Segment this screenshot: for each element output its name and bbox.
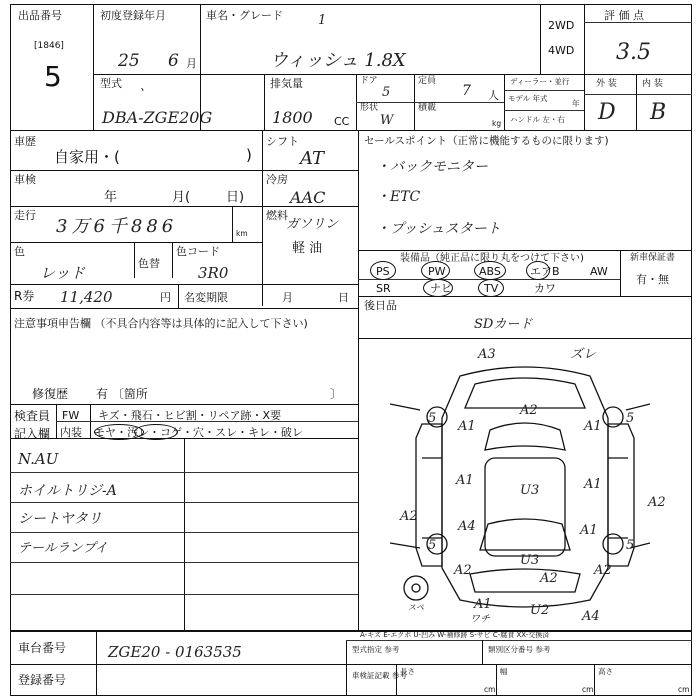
grid-line — [184, 438, 185, 630]
new-warranty-label: 新車保証書 — [630, 253, 676, 263]
damage-mark-a2-side-r: A2 — [648, 495, 666, 510]
damage-mark-u3-trunk: U3 — [520, 553, 540, 568]
rating-label: 評 価 点 — [604, 9, 644, 22]
displacement-label: 排気量 — [270, 77, 303, 90]
equip-airbag: エアB — [530, 265, 560, 278]
divider — [10, 664, 692, 665]
interior-check-label: 内装 — [60, 426, 82, 439]
divider — [396, 664, 397, 696]
circle-mark — [474, 261, 506, 280]
ac-label: 冷房 — [266, 173, 288, 186]
divider — [232, 206, 233, 242]
fuel-value: ガソリン — [286, 217, 339, 232]
circle-mark — [421, 261, 450, 280]
chassis-value: ZGE20 - 0163535 — [108, 643, 242, 661]
equip-navi: ナビ — [430, 282, 452, 295]
divider — [414, 74, 415, 102]
repair-value: 有 〔箇所 — [96, 387, 148, 401]
damage-mark-a2-rear: A2 — [540, 571, 558, 586]
history-value: 自家用・( — [54, 148, 120, 166]
capacity-label: 定員 — [418, 76, 437, 86]
damage-mark-5-rr: 5 — [626, 538, 635, 553]
divider — [346, 640, 692, 641]
divider — [540, 4, 541, 74]
divider — [584, 94, 692, 95]
color-change-label: 色替 — [138, 257, 160, 270]
model-value: DBA-ZGE20G — [102, 108, 213, 127]
first-reg-year: 25 — [118, 51, 140, 71]
divider — [10, 308, 358, 309]
divider — [93, 4, 94, 130]
equip-pw: PW — [428, 265, 446, 278]
name-change-day: 日 — [338, 291, 349, 304]
damage-mark-a1-fender-l: A1 — [458, 419, 476, 434]
color-value: レッド — [40, 264, 85, 282]
divider — [346, 640, 347, 696]
doors-label: ドア — [360, 76, 378, 86]
color-code-value: 3R0 — [198, 264, 229, 282]
new-warranty-value: 有・無 — [636, 273, 669, 286]
load-label: 積載 — [418, 103, 437, 113]
shift-label: シフト — [266, 135, 299, 148]
handle-label: ハンドル 左・右 — [510, 115, 565, 124]
divider — [358, 296, 692, 297]
interior-check-items: モヤ・汚レ・コゲ・穴・スレ・キレ・破レ — [94, 426, 303, 439]
width-label: 幅 — [500, 667, 508, 676]
damage-mark-a2-quarter-l: A2 — [454, 563, 472, 578]
selling-points-title: セールスポイント（正常に機能するものに限ります) — [364, 135, 609, 147]
damage-mark-a2-quarter-r: A2 — [594, 563, 612, 578]
displacement-value: 1800 — [272, 108, 313, 127]
divider — [594, 664, 595, 696]
rating-value: 3.5 — [616, 40, 651, 65]
damage-mark-5-fr: 5 — [626, 411, 635, 426]
exterior-label: 外 装 — [596, 79, 617, 89]
damage-mark-zure: ズレ — [570, 347, 597, 362]
damage-legend: A-キズ E-エクボ U-凹み W-補修跡 S-サビ C-腐食 XX-交換済 — [360, 631, 550, 639]
fw-label: FW — [62, 409, 80, 422]
divider — [178, 284, 179, 308]
circle-mark — [526, 261, 550, 280]
damage-mark-5-fl: 5 — [428, 411, 437, 426]
damage-mark-u2-bumper: U2 — [530, 603, 550, 618]
repair-label: 修復歴 — [32, 387, 69, 401]
fuel-alt: 軽 油 — [292, 241, 323, 256]
model-mark: 、 — [140, 79, 153, 93]
model-year-label: モデル 年式 — [508, 94, 548, 103]
car-grade-value: ウィッシュ 1.8X — [270, 50, 406, 71]
note-line-1: N.AU — [18, 450, 59, 468]
divider — [134, 242, 135, 278]
grid-line — [10, 502, 358, 503]
history-label: 車歴 — [14, 135, 36, 148]
divider — [93, 74, 692, 75]
length-unit: cm — [484, 685, 496, 694]
model-designation-label: 型式指定 参考 — [352, 645, 400, 654]
name-change-label: 名変期限 — [184, 291, 228, 304]
divider — [262, 130, 263, 306]
car-grade-mark: 1 — [318, 13, 327, 28]
ac-value: AAC — [290, 188, 326, 207]
shift-value: AT — [300, 148, 325, 169]
class-number-label: 類別区分番号 参考 — [488, 645, 551, 654]
fw-items: キズ・飛石・ヒビ割・リペア跡・X要 — [98, 409, 282, 422]
car-damage-diagram — [360, 338, 690, 628]
circle-mark — [478, 279, 504, 297]
interior-value: B — [650, 100, 667, 125]
equip-tv: TV — [484, 282, 499, 295]
grid-line — [10, 532, 358, 533]
rear-item-label: 後日品 — [364, 299, 397, 312]
equip-ps: PS — [376, 265, 390, 278]
divider — [504, 74, 505, 130]
divider — [10, 404, 358, 405]
divider — [504, 90, 584, 91]
divider — [56, 421, 358, 422]
divider — [90, 404, 91, 438]
recycle-label: R券 — [14, 289, 35, 303]
chassis-label: 車台番号 — [18, 641, 67, 655]
lot-no-value: 5 — [44, 60, 62, 93]
damage-mark-u3-roof: U3 — [520, 483, 540, 498]
month-unit: 月 — [186, 57, 197, 70]
cc-unit: CC — [334, 115, 350, 128]
grid-line — [10, 562, 358, 563]
yen-unit: 円 — [160, 291, 171, 304]
damage-mark-a4-rear-door: A4 — [458, 519, 476, 534]
divider — [584, 22, 692, 23]
damage-mark-5-rl: 5 — [428, 538, 437, 553]
note-line-4: テールランプイ — [18, 541, 108, 556]
recycle-value: 11,420 — [60, 288, 113, 306]
dealer-label: ディーラー・並行 — [510, 77, 570, 86]
grid-line — [10, 594, 358, 595]
damage-mark-a4-bumper-r: A4 — [582, 609, 600, 624]
divider — [264, 74, 265, 130]
shape-label: 形状 — [360, 103, 379, 113]
selling-point-2: ・ETC — [376, 189, 421, 205]
equip-leather: カワ — [534, 282, 556, 295]
mileage-value: 3万6千886 — [56, 216, 178, 237]
shape-value: W — [380, 113, 394, 128]
divider — [10, 170, 358, 171]
circle-mark — [423, 279, 453, 297]
inspection-day: 日) — [226, 190, 245, 205]
divider — [172, 242, 173, 278]
damage-mark-a1-fender-r: A1 — [584, 419, 602, 434]
mileage-label: 走行 — [14, 209, 36, 222]
inspection-month: 月( — [172, 190, 191, 205]
divider — [358, 250, 692, 251]
lot-no-label: 出品番号 — [18, 9, 62, 22]
divider — [10, 242, 262, 243]
grid-line — [358, 438, 359, 630]
equip-abs: ABS — [479, 265, 501, 278]
divider — [10, 206, 358, 207]
exterior-value: D — [598, 100, 616, 125]
damage-mark-a2-hood: A2 — [520, 403, 538, 418]
note-line-2: ホイルトリジ-A — [18, 483, 117, 499]
height-unit: cm — [678, 685, 690, 694]
fuel-label: 燃料 — [266, 209, 288, 222]
selling-point-3: ・プッシュスタート — [376, 221, 501, 237]
equipment-title: 装備品（純正品に限り丸をつけて下さい) — [400, 253, 584, 264]
circle-mark — [370, 261, 396, 280]
damage-mark-a1-bumper: A1 — [474, 597, 492, 612]
height-label: 高さ — [598, 667, 613, 676]
kg-unit: kg — [492, 119, 502, 128]
color-code-label: 色コード — [176, 245, 220, 258]
length-label: 長さ — [400, 667, 415, 676]
selling-point-1: ・バックモニター — [376, 159, 488, 175]
capacity-value: 7 — [462, 83, 471, 99]
km-unit: km — [236, 229, 248, 238]
note-line-3: シートヤタリ — [18, 511, 102, 527]
person-unit: 人 — [488, 89, 499, 102]
damage-mark-a3-front: A3 — [478, 347, 496, 362]
divider — [482, 640, 483, 664]
divider — [10, 130, 692, 131]
repair-close: 〕 — [330, 387, 343, 401]
inspector-label-1: 検査員 — [14, 409, 51, 423]
damage-mark-a1-rear-r: A1 — [580, 523, 598, 538]
divider — [358, 296, 359, 338]
divider — [10, 284, 358, 285]
first-reg-label: 初度登録年月 — [100, 9, 166, 22]
interior-label: 内 装 — [642, 79, 663, 89]
lot-code: [1846] — [34, 41, 64, 51]
spare-tire-mark: スペ — [408, 603, 424, 612]
damage-mark-a2-side-l: A2 — [400, 509, 418, 524]
divider — [96, 630, 97, 696]
color-label: 色 — [14, 245, 25, 258]
name-change-month: 月 — [282, 291, 293, 304]
damage-mark-a1-door-l: A1 — [456, 473, 474, 488]
rear-item-value: SDカード — [474, 317, 533, 332]
doors-value: 5 — [382, 85, 391, 100]
year-unit: 年 — [572, 99, 580, 108]
grid-line — [10, 472, 358, 473]
damage-mark-a1-door-r: A1 — [584, 477, 602, 492]
cert-dimension-label: 車検証記載 参考 — [352, 671, 407, 680]
notes-label: 注意事項申告欄 （不具合内容等は具体的に記入して下さい) — [14, 317, 308, 330]
drive-4wd: 4WD — [548, 44, 575, 57]
divider — [496, 664, 497, 696]
divider — [358, 338, 359, 438]
inspection-year: 年 — [104, 190, 118, 205]
damage-mark-wachi: ワチ — [470, 614, 490, 625]
first-reg-month: 6 — [168, 51, 179, 71]
equip-aw: AW — [590, 265, 608, 278]
equip-sr: SR — [376, 282, 391, 295]
divider — [636, 74, 637, 130]
inspection-label: 車検 — [14, 173, 36, 186]
history-close: ) — [246, 146, 252, 164]
divider — [414, 102, 415, 130]
registration-label: 登録番号 — [18, 673, 67, 687]
inspector-label-2: 記入欄 — [14, 427, 51, 441]
width-unit: cm — [582, 685, 594, 694]
drive-2wd: 2WD — [548, 19, 575, 32]
divider — [504, 110, 584, 111]
model-label: 型式 — [100, 77, 122, 90]
divider — [620, 250, 621, 296]
car-grade-label: 車名・グレード — [206, 9, 283, 22]
